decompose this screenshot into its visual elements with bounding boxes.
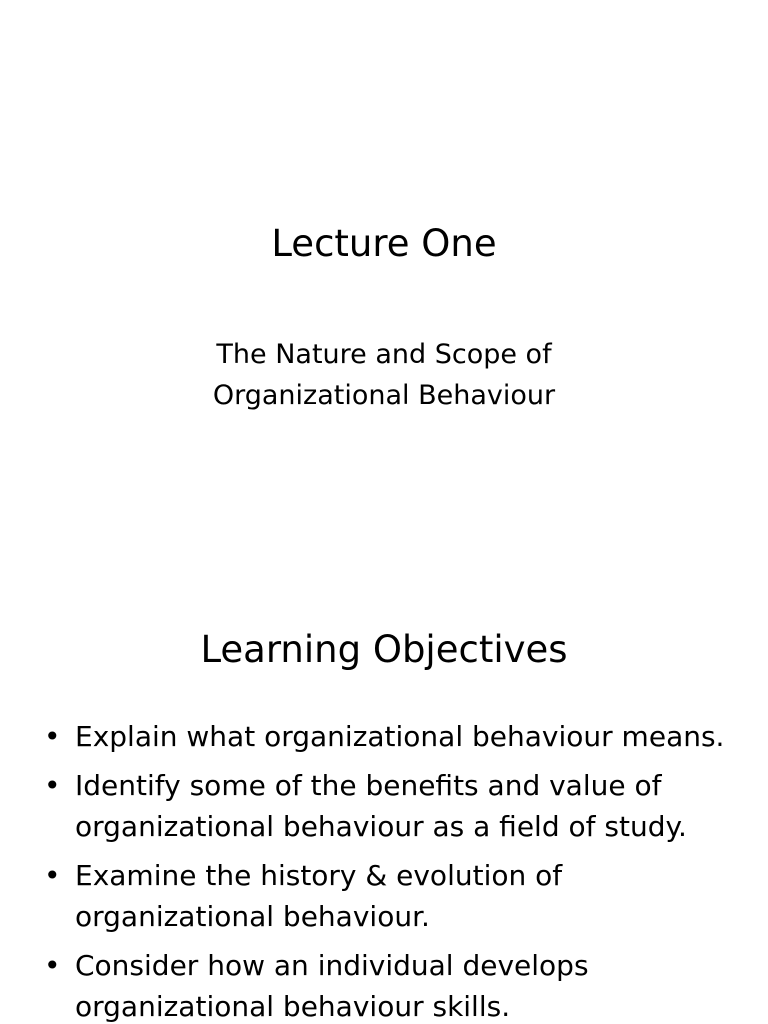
- objectives-heading: Learning Objectives: [200, 628, 568, 671]
- objective-line: Identify some of the benefits and value of: [75, 769, 662, 802]
- bullet-icon: •: [44, 859, 61, 892]
- bullet-icon: •: [44, 769, 61, 802]
- subtitle-line: The Nature and Scope of: [216, 339, 552, 370]
- objective-line: organizational behaviour.: [75, 900, 430, 933]
- slide-subtitle: [0, 334, 768, 416]
- objective-line: organizational behaviour skills.: [75, 990, 511, 1023]
- slide-title-heading: Lecture One: [271, 222, 497, 265]
- bullet-icon: •: [44, 949, 61, 982]
- slide-learning-objectives: [0, 576, 768, 1024]
- bullet-icon: •: [44, 720, 61, 753]
- objective-item: [0, 855, 768, 937]
- subtitle-line: Organizational Behaviour: [212, 380, 556, 411]
- objective-line: Examine the history & evolution of: [75, 859, 563, 892]
- objective-item: [0, 765, 768, 847]
- objective-line: Consider how an individual develops: [75, 949, 589, 982]
- objective-line: Explain what organizational behaviour means.: [75, 720, 725, 753]
- objective-line: organizational behaviour as a field of study.: [75, 810, 687, 843]
- objectives-list: [0, 716, 768, 1024]
- objective-item: [0, 945, 768, 1024]
- objective-item: [0, 716, 768, 757]
